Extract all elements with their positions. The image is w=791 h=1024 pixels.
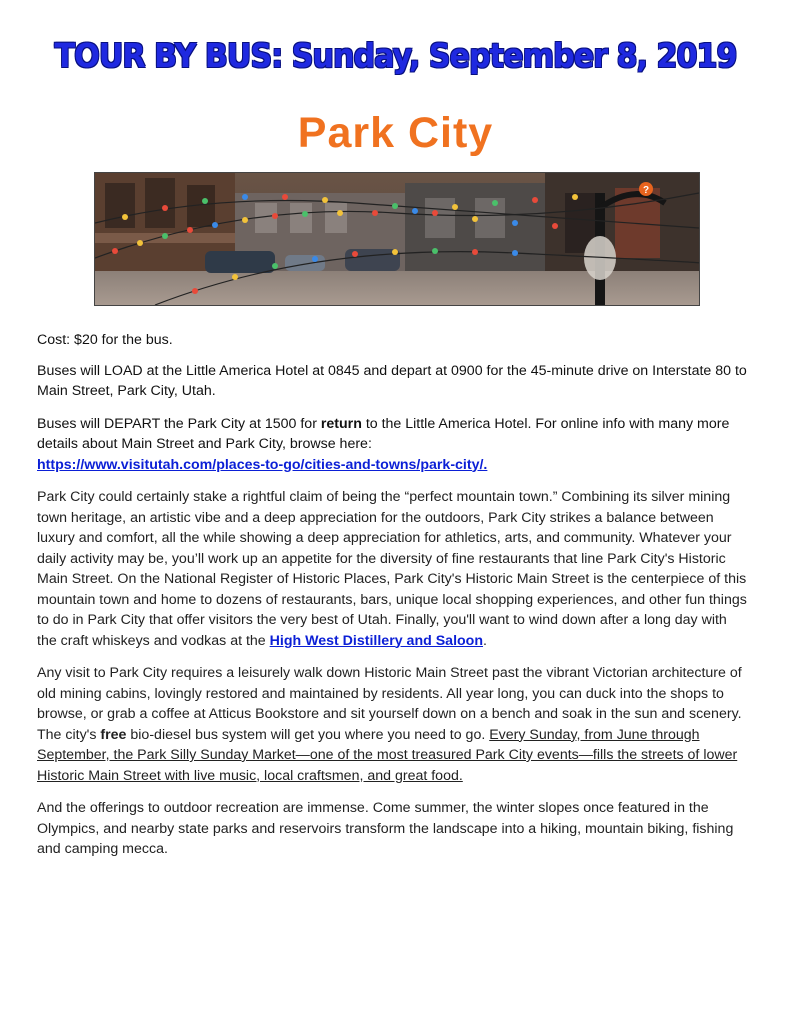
depart-text-after: to the Little America Hotel. For online info with many more details about Main Street and Park City, browse here: <box>37 415 730 452</box>
paragraph-overview <box>37 487 747 651</box>
cost-line: Cost: $20 for the bus. <box>37 332 173 348</box>
visitutah-link[interactable]: https://www.visitutah.com/places-to-go/cities-and-towns/park-city/. <box>37 456 488 473</box>
overview-end: . <box>483 632 487 649</box>
overview-text: Park City could certainly stake a rightful claim of being the “perfect mountain town.” Combining its silver mining town heritage, an artistic vibe and a deep appreciation for the outdoors, Park City strikes a balance between luxury and comfort, all the while showing a deep appreciation for athletics, arts, and community. Whatever your daily activity may be, you’ll work up an appetite for the diversity of fine restaurants that line Park City's Historic Main Street. On the National Register of Historic Places, Park City's Historic Main Street is the centerpiece of this mountain town and home to dozens of restaurants, bars, unique local shopping experiences, and other fun things to do in Park City that offer visitors the very best of Utah. Finally, you'll want to wind down after a long day with the craft whiskeys and vodkas at the <box>37 489 747 649</box>
depart-return-bold: return <box>320 415 362 432</box>
page-title: TOUR BY BUS: Sunday, September 8, 2019 <box>54 36 737 75</box>
main-street-text-after: bio-diesel bus system will get you where you need to go. <box>126 726 490 743</box>
banner-image <box>94 172 700 306</box>
page-subtitle: Park City <box>297 109 494 157</box>
depart-text-before: Buses will DEPART the Park City at 1500 for <box>37 415 321 432</box>
load-info: Buses will LOAD at the Little America Hotel at 0845 and depart at 0900 for the 45-minute drive on Interstate 80 to Main Street, Park City, Utah. <box>37 362 747 399</box>
banner-sign-text: ? <box>642 185 650 196</box>
sunday-market-underlined: Every Sunday, from June through September, the Park Silly Sunday Market—one of the most treasured Park City events—fills the streets of lower Historic Main Street with live music, local craftsmen, and great food. <box>37 726 738 784</box>
depart-info <box>37 414 747 476</box>
main-street-text: Any visit to Park City requires a leisurely walk down Historic Main Street past the vibrant Victorian architecture of old mining cabins, lovingly restored and maintained by residents. All year long, you can duck into the shops to browse, or grab a coffee at Atticus Bookstore and sit yourself down on a bench and soak in the sun and scenery. The city's <box>37 665 742 743</box>
paragraph-main-street <box>37 663 747 786</box>
document-body <box>37 330 747 872</box>
high-west-link[interactable]: High West Distillery and Saloon <box>269 632 484 649</box>
paragraph-recreation: And the offerings to outdoor recreation are immense. Come summer, the winter slopes once featured in the Olympics, and nearby state parks and reservoirs transform the landscape into a hiking, mountain biking, fishing and camping mecca. <box>37 800 734 857</box>
free-bold: free <box>100 726 127 743</box>
